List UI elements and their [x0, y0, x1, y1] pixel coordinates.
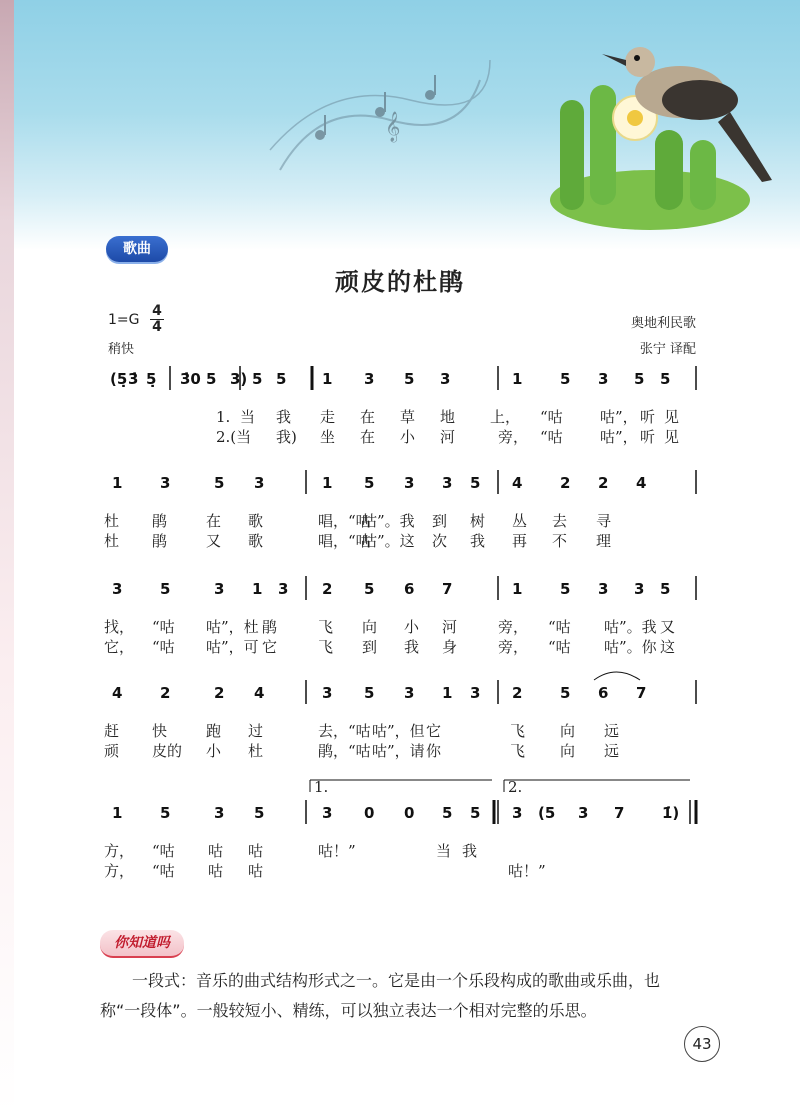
lyric-verse1-row5: 咕 [248, 842, 264, 860]
lyric-verse1-row2: 寻 [596, 512, 612, 530]
note-row1: 5 [634, 370, 645, 388]
note-row2: 3 [442, 474, 453, 492]
note-row2: 3 [254, 474, 265, 492]
lyric-verse1-row1: 咕”， [600, 408, 638, 426]
lyric-verse2-row4: 飞 [510, 742, 526, 760]
tie-arc [594, 672, 640, 680]
lyric-verse2-row1: 2.(当 [216, 428, 252, 446]
lyric-verse2-row3: 它 [262, 638, 278, 656]
lyric-verse2-row4: 向 [560, 742, 576, 760]
note-row4: 4 [112, 684, 123, 702]
lyric-verse1-row4: 快 [152, 722, 168, 740]
note-row3: 1 [512, 580, 523, 598]
lyric-verse2-row3: “咕 [548, 638, 571, 656]
lyric-verse1-row3: 咕”，杜 [206, 618, 259, 636]
note-row5: 3 [578, 804, 589, 822]
lyric-verse2-row1: 见 [664, 428, 680, 446]
lyric-verse1-row1: 地 [440, 408, 456, 426]
lyric-verse1-row3: 又 [660, 618, 676, 636]
time-signature-bottom: 4 [150, 319, 164, 335]
note-row4: 7 [636, 684, 647, 702]
note-row1: 3) [230, 370, 248, 388]
note-row4: 2 [160, 684, 171, 702]
note-row3: 5 [560, 580, 571, 598]
lyric-verse1-row4: 跑 [206, 722, 222, 740]
lyric-verse2-row4: 皮的 [152, 742, 183, 760]
note-row2: 2 [598, 474, 609, 492]
lyric-verse1-row5: 咕 [208, 842, 224, 860]
lyric-verse2-row1: “咕 [540, 428, 563, 446]
note-row4: 3 [322, 684, 333, 702]
lyric-verse2-row3: 这 [660, 638, 676, 656]
lyric-verse2-row3: “咕 [152, 638, 175, 656]
lyric-verse1-row3: “咕 [152, 618, 175, 636]
note-row1: 5 [252, 370, 263, 388]
note-row3: 3 [634, 580, 645, 598]
song-title: 顽皮的杜鹃 [335, 267, 465, 296]
lyric-verse1-row1: 在 [360, 408, 376, 426]
lyric-verse2-row5: “咕 [152, 862, 175, 880]
lyric-verse1-row2: 杜 [104, 512, 120, 530]
lyric-verse2-row3: 旁， [498, 638, 529, 656]
note-row1: 5 [660, 370, 671, 388]
note-row1: 5 [276, 370, 287, 388]
lyric-verse1-row3: 咕”。我 [604, 618, 657, 636]
lyric-verse2-row1: 我) [276, 428, 297, 446]
note-row2: 4 [636, 474, 647, 492]
lyric-verse1-row5: 方， [104, 842, 135, 860]
lyric-verse2-row4: 咕”，请 [372, 742, 425, 760]
note-row4: 3 [404, 684, 415, 702]
note-row2: 3 [160, 474, 171, 492]
lyric-verse1-row1: 走 [320, 408, 336, 426]
note-row3: 5 [660, 580, 671, 598]
lyric-verse1-row5: 咕！” [318, 842, 356, 860]
page-number: 43 [684, 1026, 720, 1062]
did-you-know-text: 一段式：音乐的曲式结构形式之一。它是由一个乐段构成的歌曲或乐曲，也称“一段体”。一般较短小、精练，可以独立表达一个相对完整的乐思。 [100, 971, 661, 1020]
lyric-verse2-row2: 不 [552, 532, 568, 550]
note-row2: 2 [560, 474, 571, 492]
note-row1: (5̣ [110, 370, 128, 388]
note-row2: 4 [512, 474, 523, 492]
lyric-verse1-row1: 听 [640, 408, 656, 426]
lyric-verse2-row5: 方， [104, 862, 135, 880]
lyric-verse1-row1: 草 [400, 408, 416, 426]
song-origin: 奥地利民歌 [630, 316, 696, 331]
lyric-verse2-row2: 理 [596, 532, 612, 550]
lyric-verse2-row2: 鹃 [152, 532, 168, 550]
lyric-verse1-row2: 歌 [248, 512, 264, 530]
note-row4: 4 [254, 684, 265, 702]
note-row5: 3 [512, 804, 523, 822]
note-row5: 3 [322, 804, 333, 822]
note-row2: 1 [112, 474, 123, 492]
lyric-verse2-row1: 咕”， [600, 428, 638, 446]
lyric-verse1-row4: 远 [604, 722, 620, 740]
lyric-verse2-row4: 你 [426, 742, 442, 760]
note-row4: 1 [442, 684, 453, 702]
lyric-verse2-row1: 听 [640, 428, 656, 446]
lyric-verse2-row1: 旁， [498, 428, 529, 446]
svg-text:𝄞: 𝄞 [385, 112, 401, 142]
key-signature: 1=G [108, 312, 140, 328]
lyric-verse2-row5: 咕 [208, 862, 224, 880]
lyric-verse1-row2: 咕”。我 [362, 512, 415, 530]
note-row5: 5 [470, 804, 481, 822]
note-row3: 2 [322, 580, 333, 598]
note-row2: 5 [214, 474, 225, 492]
lyric-verse1-row2: 在 [206, 512, 222, 530]
lyric-verse2-row2: 次 [432, 532, 448, 550]
lyric-verse1-row3: 飞 [318, 618, 334, 636]
lyric-verse2-row2: 唱，“咕 [318, 532, 371, 550]
note-row5: 7 [614, 804, 625, 822]
lyric-verse1-row3: “咕 [548, 618, 571, 636]
lyric-verse2-row4: 杜 [248, 742, 264, 760]
note-row2: 3 [404, 474, 415, 492]
note-row5: 3 [214, 804, 225, 822]
note-row3: 5 [364, 580, 375, 598]
song-arranger: 张宁 译配 [639, 342, 696, 357]
lyric-verse2-row3: 咕”。你 [604, 638, 657, 656]
lyric-verse2-row2: 咕”。这 [362, 532, 415, 550]
note-row3: 5 [160, 580, 171, 598]
note-row3: 6 [404, 580, 415, 598]
note-row2: 5 [364, 474, 375, 492]
note-row2: 1 [322, 474, 333, 492]
lyric-verse1-row1: 见 [664, 408, 680, 426]
lyric-verse2-row1: 河 [440, 428, 456, 446]
did-you-know-badge: 你知道吗 [100, 930, 184, 958]
lyric-verse1-row4: 去，“咕 [318, 722, 371, 740]
lyric-verse1-row2: 唱，“咕 [318, 512, 371, 530]
lyric-verse2-row3: 到 [362, 638, 378, 656]
lyric-verse1-row3: 向 [362, 618, 378, 636]
lyric-verse2-row3: 它， [104, 638, 135, 656]
lyric-verse2-row4: 顽 [104, 742, 120, 760]
lyric-verse1-row1: 上， [490, 408, 521, 426]
note-row1: 5 [206, 370, 217, 388]
lyric-verse1-row3: 找， [104, 618, 135, 636]
lyric-verse2-row3: 我 [404, 638, 420, 656]
lyric-verse1-row4: 赶 [104, 722, 120, 740]
note-row1: 5 [404, 370, 415, 388]
lyric-verse2-row2: 我 [470, 532, 486, 550]
note-row4: 2 [214, 684, 225, 702]
lyric-verse1-row4: 它 [426, 722, 442, 740]
lyric-verse1-row4: 飞 [510, 722, 526, 740]
lyric-verse2-row2: 又 [206, 532, 222, 550]
note-row4: 5 [364, 684, 375, 702]
lyric-verse1-row3: 河 [442, 618, 458, 636]
lyric-verse1-row2: 去 [552, 512, 568, 530]
note-row4: 5 [560, 684, 571, 702]
lyric-verse2-row4: 远 [604, 742, 620, 760]
lyric-verse1-row1: “咕 [540, 408, 563, 426]
note-row1: 1 [322, 370, 333, 388]
note-row1: 3 [598, 370, 609, 388]
lyric-verse2-row2: 歌 [248, 532, 264, 550]
note-row5: (5 [538, 804, 556, 822]
lyric-verse1-row1: 当 [240, 408, 256, 426]
lyric-verse1-row5: 我 [462, 842, 478, 860]
lyric-verse2-row1: 坐 [320, 428, 336, 446]
note-row3: 3 [214, 580, 225, 598]
time-signature-top: 4 [152, 303, 162, 319]
lyric-verse1-row3: 鹃 [262, 618, 278, 636]
volta-1-label: 1. [314, 778, 329, 796]
note-row1: 3 [440, 370, 451, 388]
note-row5: 1 [112, 804, 123, 822]
note-row4: 2 [512, 684, 523, 702]
note-row1: 3 [364, 370, 375, 388]
lyric-verse1-row4: 过 [248, 722, 264, 740]
lyric-verse2-row3: 飞 [318, 638, 334, 656]
lyric-verse1-row2: 到 [432, 512, 448, 530]
lyric-verse2-row3: 咕”，可 [206, 638, 259, 656]
lyric-verse1-row3: 小 [404, 618, 420, 636]
lyric-verse1-row4: 咕”，但 [372, 722, 425, 740]
lyric-verse1-row2: 树 [470, 512, 486, 530]
lyric-verse2-row4: 鹃，“咕 [318, 742, 371, 760]
lyric-verse1-row1: 我 [276, 408, 292, 426]
note-row5: 0 [364, 804, 375, 822]
note-row5: 5 [254, 804, 265, 822]
lyric-verse1-row4: 向 [560, 722, 576, 740]
note-row3: 7 [442, 580, 453, 598]
note-row5: 1̇) [662, 804, 680, 822]
note-row2: 5 [470, 474, 481, 492]
lyric-verse2-row2: 再 [512, 532, 528, 550]
lyric-verse1-row5: 当 [436, 842, 452, 860]
lyric-verse2-row1: 在 [360, 428, 376, 446]
note-row1: 5 [560, 370, 571, 388]
note-row1: 1 [512, 370, 523, 388]
note-row5: 5 [160, 804, 171, 822]
lyric-verse2-row3: 身 [442, 638, 458, 656]
lyric-verse2-row1: 小 [400, 428, 416, 446]
section-badge-song: 歌曲 [106, 236, 168, 262]
note-row4: 3 [470, 684, 481, 702]
note-row3: 3 [278, 580, 289, 598]
lyric-verse1-row5: “咕 [152, 842, 175, 860]
note-row3: 3 [598, 580, 609, 598]
lyric-verse2-row2: 杜 [104, 532, 120, 550]
note-row1: 5̣ [146, 370, 157, 388]
tempo-marking: 稍快 [108, 342, 135, 357]
lyric-verse1-row2: 丛 [512, 512, 528, 530]
note-row3: 3 [112, 580, 123, 598]
note-row3: 1 [252, 580, 263, 598]
note-row1: 3̇0 [180, 370, 201, 388]
note-row5: 5 [442, 804, 453, 822]
lyric-verse1-row1: 1. [216, 408, 231, 426]
lyric-verse2-row4: 小 [206, 742, 222, 760]
volta-2-label: 2. [508, 778, 523, 796]
note-row5: 0 [404, 804, 415, 822]
lyric-verse2-row5: 咕！” [508, 862, 546, 880]
lyric-verse1-row3: 旁， [498, 618, 529, 636]
note-row1: 3̇ [128, 370, 139, 388]
note-row4: 6 [598, 684, 609, 702]
lyric-verse2-row5: 咕 [248, 862, 264, 880]
lyric-verse1-row2: 鹃 [152, 512, 168, 530]
